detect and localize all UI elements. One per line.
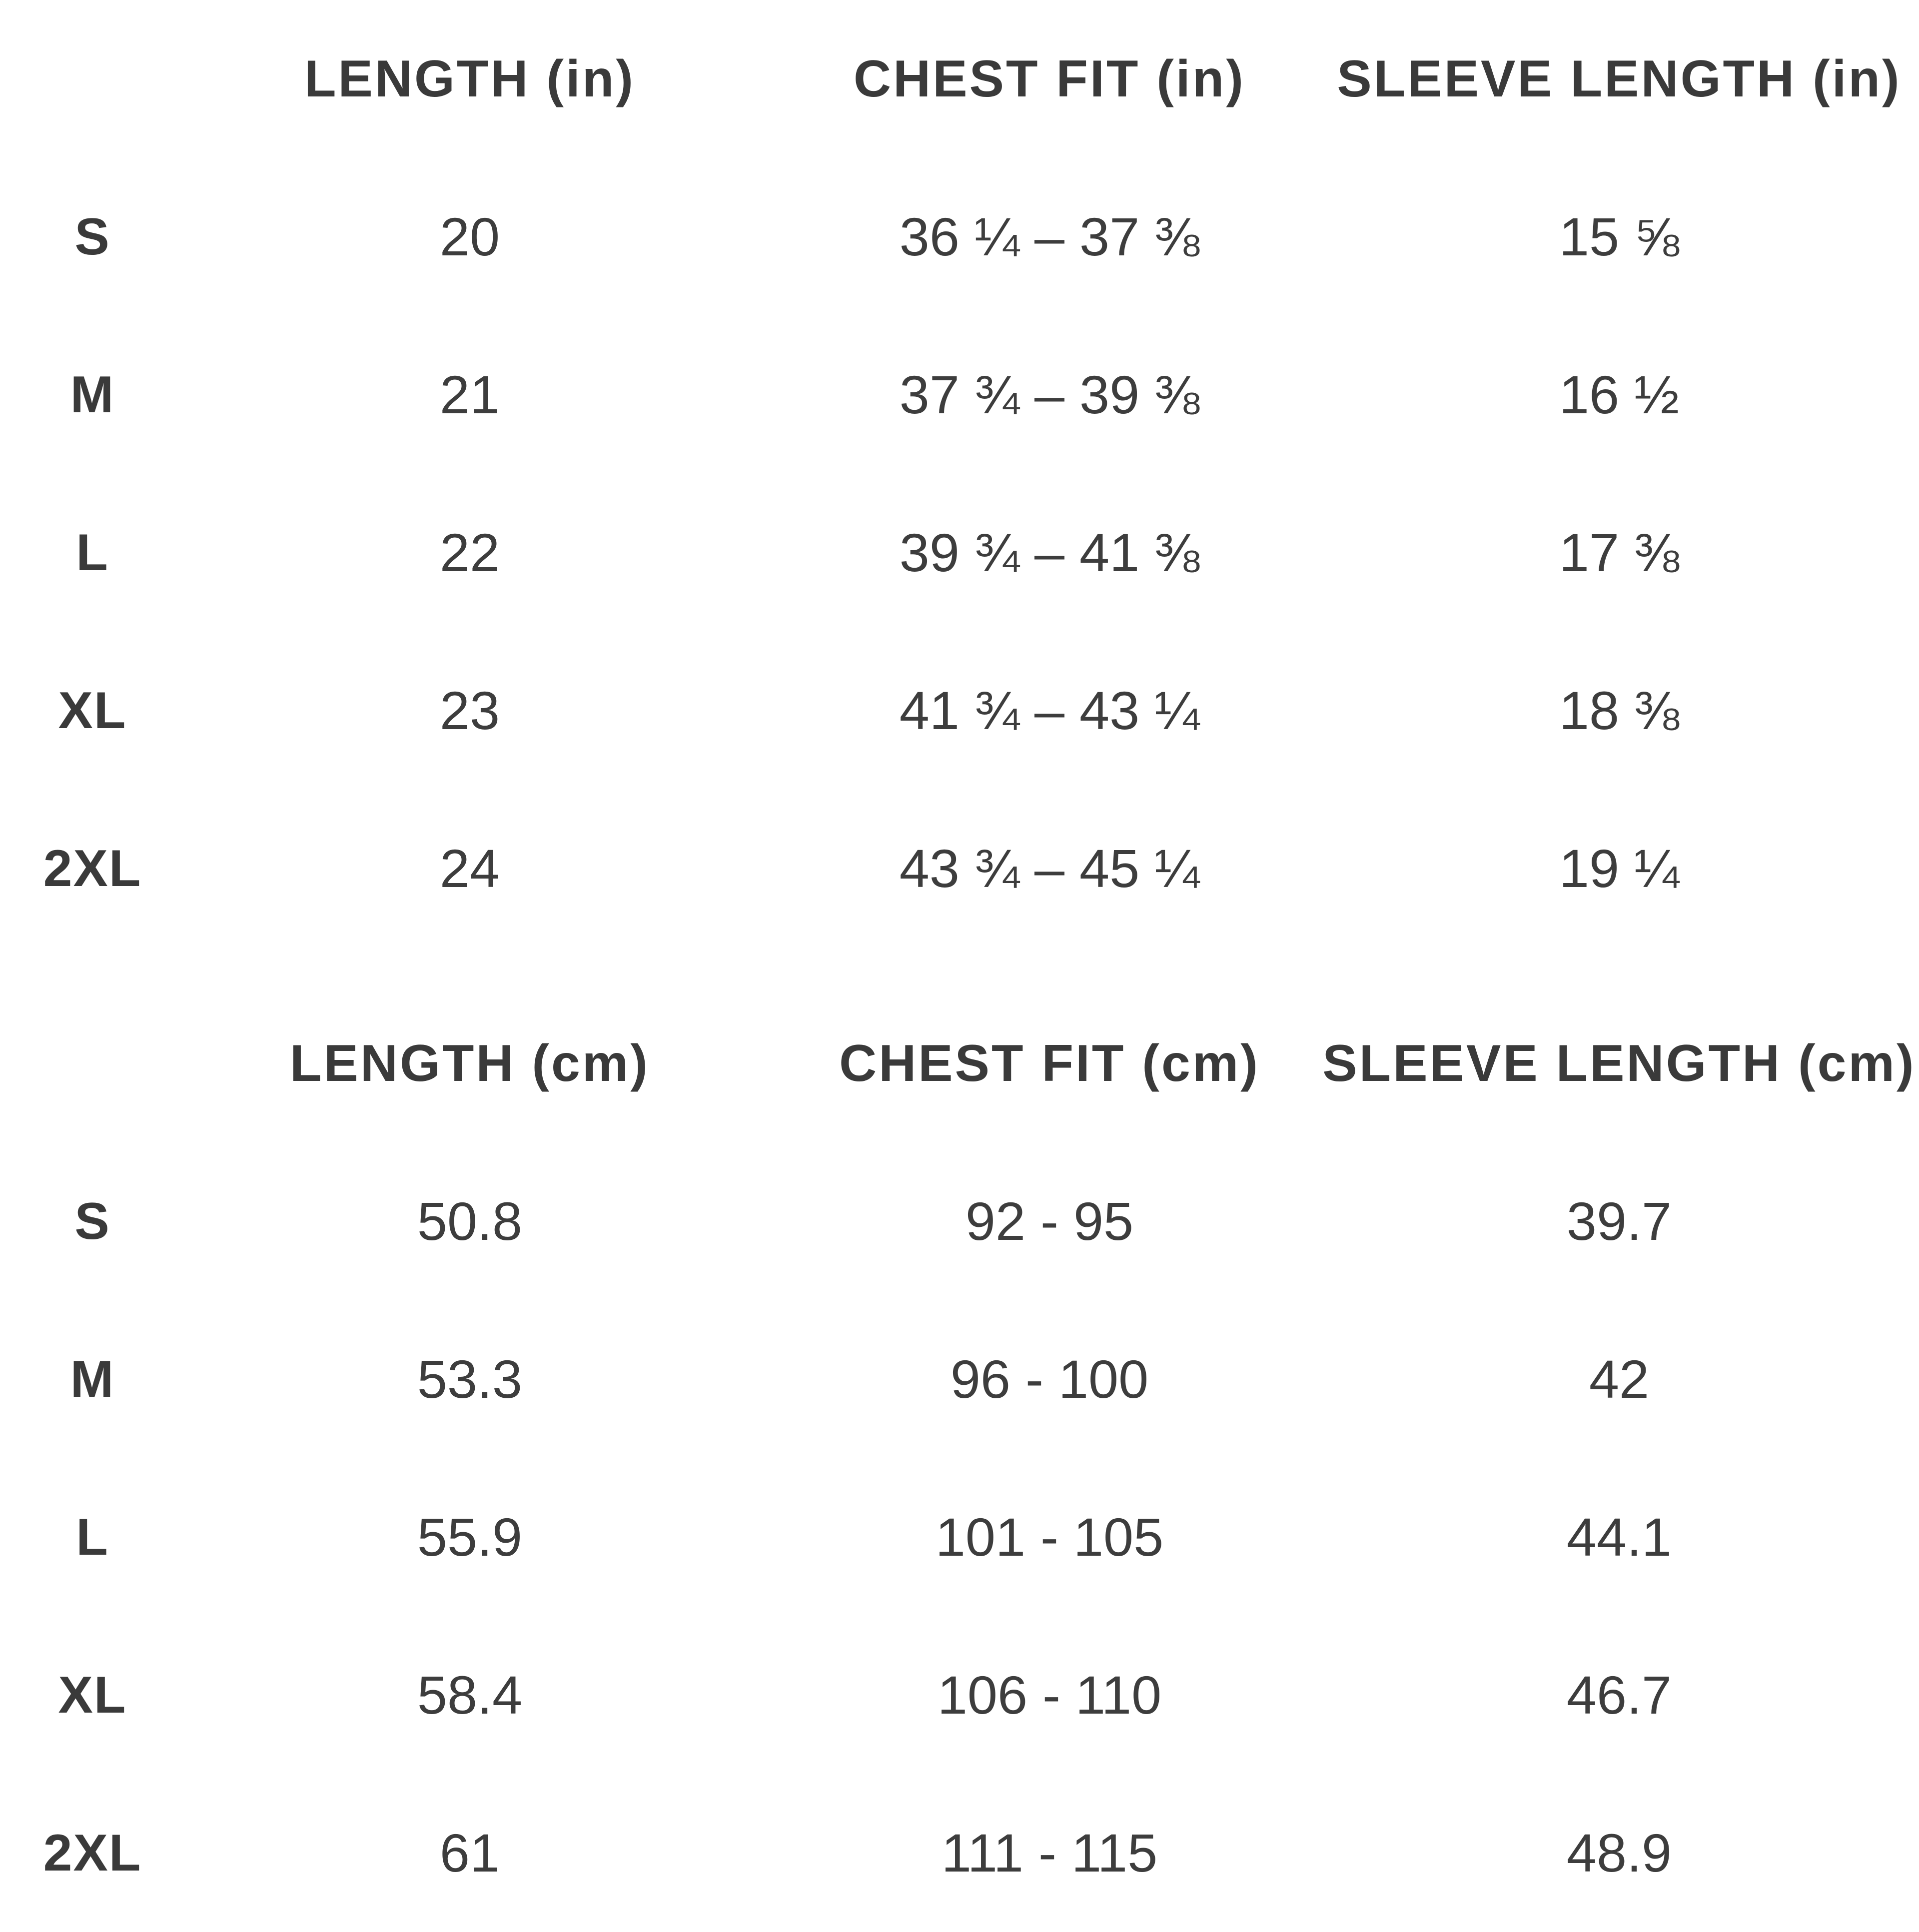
size-label: L xyxy=(76,1508,109,1566)
header-sleeve-length-in: SLEEVE LENGTH (in) xyxy=(1337,50,1902,108)
header-row-cm xyxy=(0,984,1919,1142)
header-size-blank xyxy=(0,984,185,1142)
chest-fit-value: 43 ¾ – 45 ¼ xyxy=(899,838,1200,899)
sleeve-length-value: 48.9 xyxy=(1566,1823,1672,1883)
sleeve-length-value: 46.7 xyxy=(1566,1665,1672,1725)
length-value: 23 xyxy=(439,680,500,741)
chest-fit-value: 39 ¾ – 41 ⅜ xyxy=(899,522,1200,583)
length-value: 24 xyxy=(439,838,500,899)
size-label: XL xyxy=(58,1666,127,1724)
sleeve-length-value: 16 ½ xyxy=(1559,364,1680,425)
size-label: S xyxy=(74,1192,110,1250)
chest-fit-value: 101 - 105 xyxy=(935,1507,1164,1567)
size-label: XL xyxy=(58,682,127,740)
size-label: 2XL xyxy=(43,840,142,898)
table-row xyxy=(0,632,1919,790)
sleeve-length-value: 18 ⅜ xyxy=(1559,680,1680,741)
sleeve-length-value: 15 ⅝ xyxy=(1559,206,1680,267)
sleeve-length-value: 19 ¼ xyxy=(1559,838,1680,899)
chest-fit-value: 92 - 95 xyxy=(965,1191,1134,1251)
header-row-inches xyxy=(0,0,1919,158)
table-row xyxy=(0,316,1919,474)
size-label: M xyxy=(70,366,115,424)
length-value: 20 xyxy=(439,206,500,267)
table-row xyxy=(0,1616,1919,1774)
length-value: 50.8 xyxy=(417,1191,523,1251)
chest-fit-value: 36 ¼ – 37 ⅜ xyxy=(899,206,1200,267)
table-row xyxy=(0,1774,1919,1932)
header-sleeve-length-cm: SLEEVE LENGTH (cm) xyxy=(1322,1034,1916,1092)
chest-fit-value: 106 - 110 xyxy=(937,1665,1162,1725)
size-label: M xyxy=(70,1350,115,1408)
header-chest-fit-in: CHEST FIT (in) xyxy=(854,50,1245,108)
length-value: 58.4 xyxy=(417,1665,523,1725)
chest-fit-value: 111 - 115 xyxy=(941,1823,1158,1883)
chest-fit-value: 96 - 100 xyxy=(950,1349,1149,1409)
sleeve-length-value: 44.1 xyxy=(1566,1507,1672,1567)
table-row xyxy=(0,1142,1919,1300)
length-value: 22 xyxy=(439,522,500,583)
table-row xyxy=(0,1458,1919,1616)
length-value: 53.3 xyxy=(417,1349,523,1409)
size-label: L xyxy=(76,524,109,582)
length-value: 55.9 xyxy=(417,1507,523,1567)
length-value: 61 xyxy=(439,1823,500,1883)
sleeve-length-value: 39.7 xyxy=(1566,1191,1672,1251)
header-size-blank xyxy=(0,0,185,158)
header-length-in: LENGTH (in) xyxy=(304,50,636,108)
table-row xyxy=(0,790,1919,948)
sleeve-length-value: 17 ⅜ xyxy=(1559,522,1680,583)
table-row xyxy=(0,474,1919,632)
table-row xyxy=(0,158,1919,316)
header-length-cm: LENGTH (cm) xyxy=(290,1034,650,1092)
chest-fit-value: 41 ¾ – 43 ¼ xyxy=(899,680,1200,741)
chest-fit-value: 37 ¾ – 39 ⅜ xyxy=(899,364,1200,425)
header-chest-fit-cm: CHEST FIT (cm) xyxy=(839,1034,1260,1092)
length-value: 21 xyxy=(439,364,500,425)
size-label: 2XL xyxy=(43,1824,142,1882)
size-label: S xyxy=(74,208,110,266)
table-row xyxy=(0,1300,1919,1458)
sleeve-length-value: 42 xyxy=(1589,1349,1650,1409)
